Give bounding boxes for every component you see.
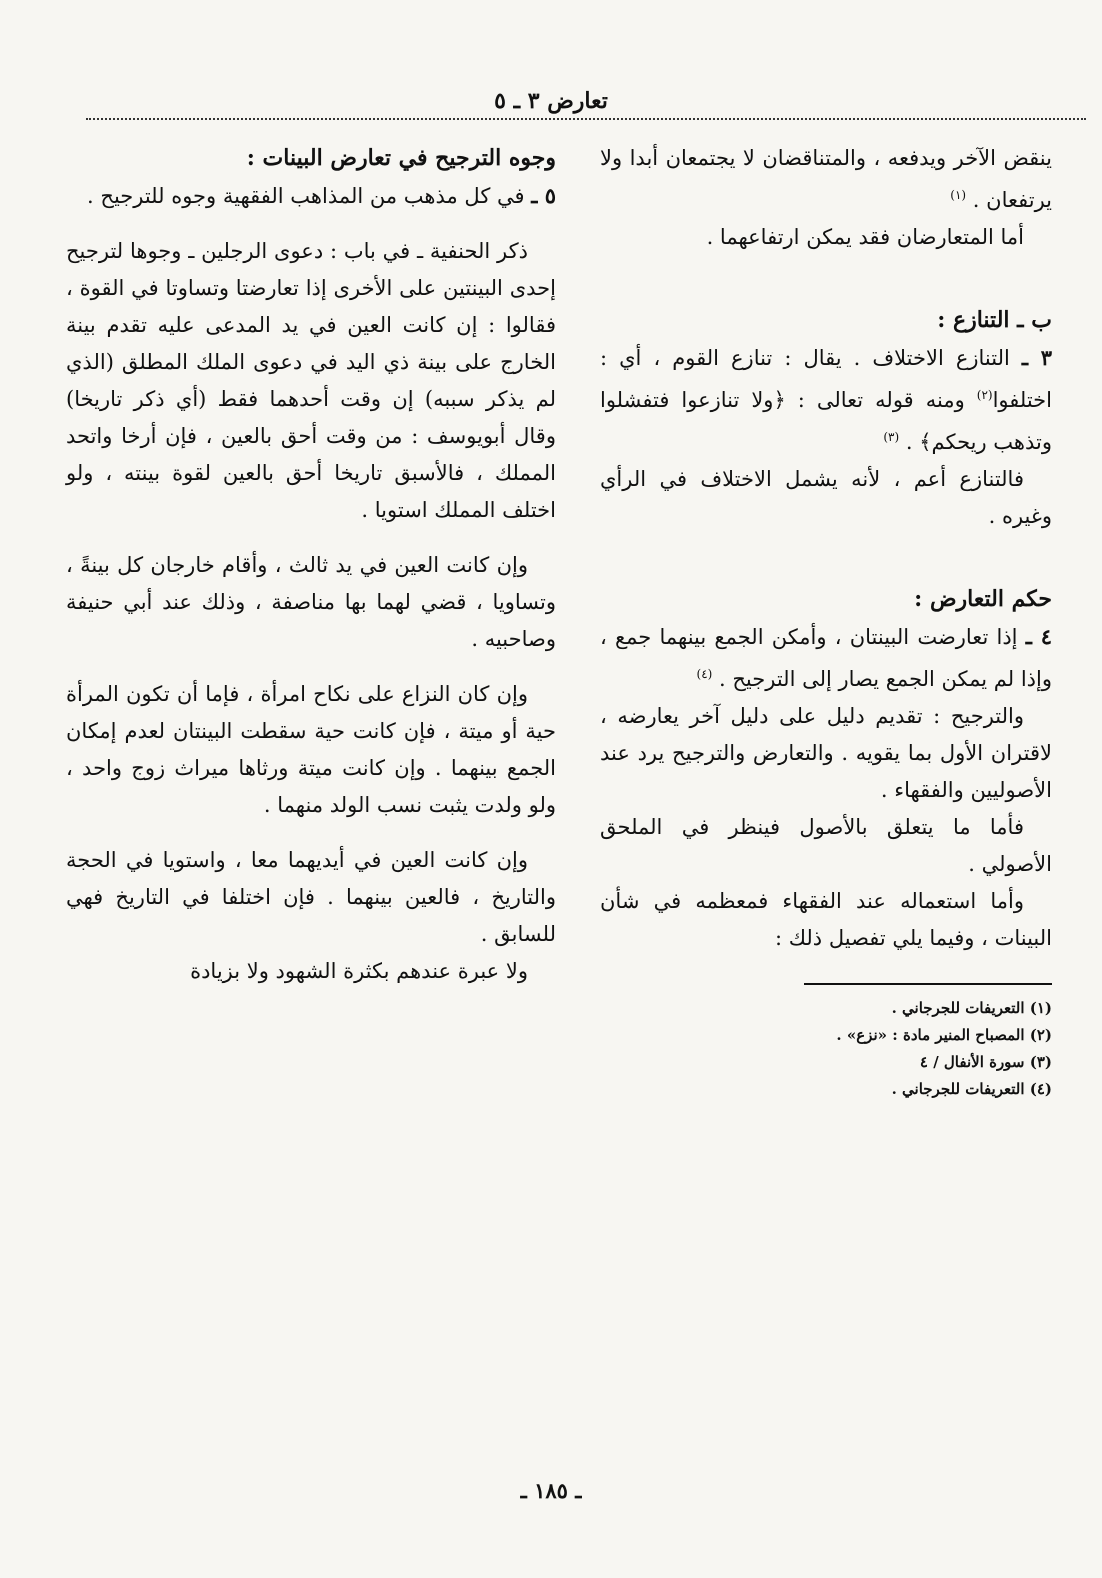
paragraph-usul: فأما ما يتعلق بالأصول فينظر في الملحق الأصولي . — [600, 815, 1052, 876]
footnote: (٣) سورة الأنفال / ٤ — [919, 1053, 1052, 1071]
paragraph-tanazu-definition: ٣ ـ التنازع الاختلاف . يقال : تنازع القوم ، أي : اختلفوا$^{(٢)}$ ومنه قوله تعالى : ﴿ولا تنازعوا فتفشلوا وتذهب ريحكم﴾ . $^{(٣)}$ — [600, 345, 1052, 454]
footnote: (١) التعريفات للجرجاني . — [891, 999, 1052, 1017]
paragraph-hanafiyya: ذكر الحنفية ـ في باب : دعوى الرجلين ـ وجوها لترجيح إحدى البينتين على الأخرى إذا تعارضتا وتساوتا في القوة ، فقالوا : إن كانت العين في يد المدعى عليه تقدم بينة الخارج على بينة ذي اليد في دعوى الملك المطلق (الذي لم يذكر سببه) إن وقت أحدهما فقط (أي ذكر تاريخا) وقال أبويوسف : من وقت أحق بالعين ، فإن أرخا واتحد المملك ، فالأسبق تاريخا أحق بالعين لقوة بينته ، ولو اختلف المملك استويا . — [66, 239, 556, 522]
running-header: تعارض ٣ ـ ٥ — [494, 88, 608, 114]
right-column — [600, 140, 1052, 1103]
paragraph-third-party: وإن كانت العين في يد ثالث ، وأقام خارجان كل بينةً ، وتساويا ، قضي لهما بها مناصفة ، وذلك عند أبي حنيفة وصاحبيه . — [66, 553, 556, 651]
footnote-ref: (١) — [950, 188, 967, 202]
footnotes — [600, 995, 1052, 1103]
paragraph-contradiction: ينقض الآخر ويدفعه ، والمتناقضان لا يجتمعان أبدا ولا يرتفعان . $^{(١)}$ — [600, 146, 1052, 212]
footnote: (٤) التعريفات للجرجاني . — [891, 1080, 1052, 1098]
paragraph-joint-possession: وإن كانت العين في أيديهما معا ، واستويا في الحجة والتاريخ ، فالعين بينهما . فإن اختلفا في التاريخ فهي للسابق . — [66, 848, 556, 946]
footnote-ref: (٢) — [976, 388, 993, 402]
heading-hukm: حكم التعارض : — [914, 586, 1052, 612]
footnote-ref: (٤) — [696, 667, 713, 681]
header-divider — [86, 118, 1086, 120]
paragraph-madhahib: ٥ ـ في كل مذهب من المذاهب الفقهية وجوه للترجيح . — [87, 183, 556, 208]
paragraph-tarjih-definition: والترجيح : تقديم دليل على دليل آخر يعارضه ، لاقتران الأول بما يقويه . والتعارض والترجيح يرد عند الأصوليين والفقهاء . — [600, 704, 1052, 802]
paragraph-nikah: وإن كان النزاع على نكاح امرأة ، فإما أن تكون المرأة حية أو ميتة ، فإن كانت حية سقطت البينتان لعدم إمكان الجمع بينهما . وإن كانت ميتة ورثاها ميراث زوج واحد ، ولو ولدت يثبت نسب الولد منهما . — [66, 682, 556, 817]
footnote: (٢) المصباح المنير مادة : «نزع» . — [836, 1026, 1052, 1044]
page-number: ـ ١٨٥ ـ — [520, 1478, 582, 1503]
left-column — [66, 140, 556, 990]
paragraph-fuqaha: وأما استعماله عند الفقهاء فمعظمه في شأن البينات ، وفيما يلي تفصيل ذلك : — [600, 889, 1052, 950]
paragraph-hukm: ٤ ـ إذا تعارضت البينتان ، وأمكن الجمع بينهما جمع ، وإذا لم يمكن الجمع يصار إلى الترجيح . $^{(٤)}$ — [600, 624, 1052, 691]
heading-tarjih-wujuh: وجوه الترجيح في تعارض البينات : — [246, 145, 556, 171]
heading-tanazu: ب ـ التنازع : — [937, 307, 1052, 333]
footnote-ref: (٣) — [883, 430, 900, 444]
paragraph-tanazu-general: فالتنازع أعم ، لأنه يشمل الاختلاف في الرأي وغيره . — [600, 467, 1052, 528]
paragraph-witnesses: ولا عبرة عندهم بكثرة الشهود ولا بزيادة — [190, 959, 528, 983]
footnote-divider — [804, 983, 1052, 985]
paragraph-mutaaridan: أما المتعارضان فقد يمكن ارتفاعهما . — [706, 225, 1024, 249]
